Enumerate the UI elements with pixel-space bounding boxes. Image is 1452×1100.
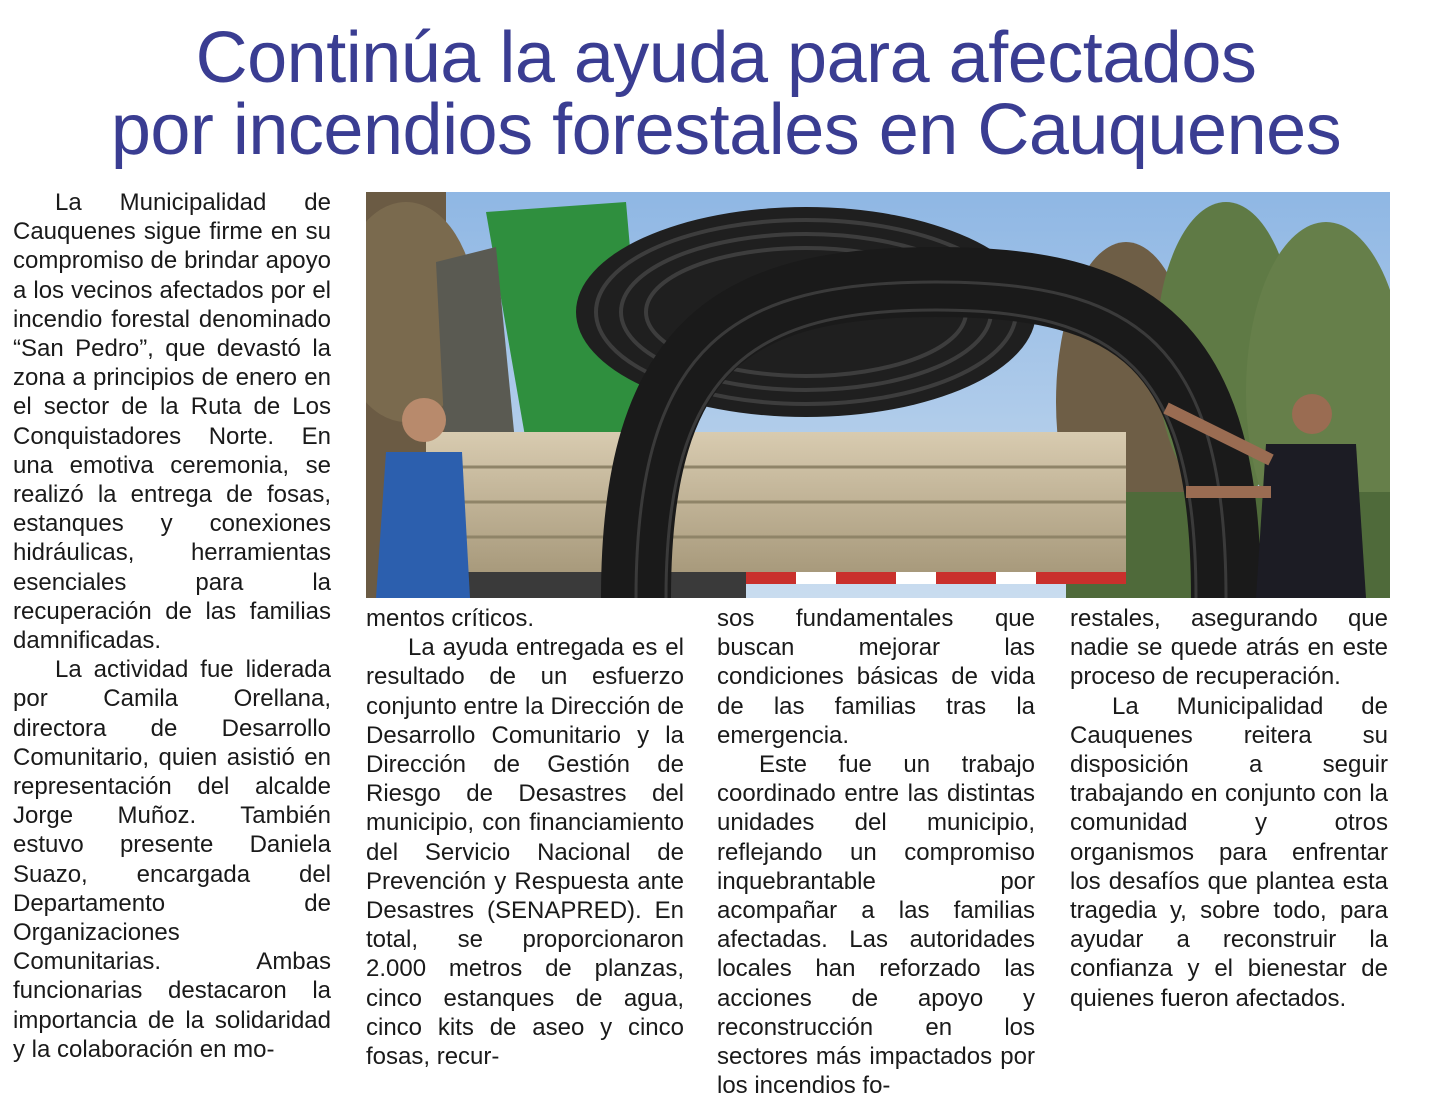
column-3 xyxy=(717,604,1035,1100)
headline-line-1: Continúa la ayuda para afectados xyxy=(195,18,1257,98)
paragraph: La ayuda entregada es el resultado de un esfuerzo conjunto entre la Dirección de Desarrollo Comunitario y la Dirección de Gestión de Riesgo de Desastres del municipio, con financiamiento del Servicio Nacional de Prevención y Respuesta ante Desastres (SENAPRED). En total, se proporcionaron 2.000 metros de planzas, cinco estanques de agua, cinco kits de aseo y cinco fosas, recur- xyxy=(366,634,684,1071)
column-2 xyxy=(366,604,684,1071)
photo-truck-hoses-image xyxy=(366,192,1390,598)
column-4 xyxy=(1070,604,1388,1013)
paragraph: Este fue un trabajo coordinado entre las distintas unidades del municipio, reflejando un compromiso inquebrantable por acompañar a las familias afectadas. Las autoridades locales han reforzado las acciones de apoyo y reconstrucción en los sectores más impactados por los incendios fo- xyxy=(717,751,1035,1100)
headline-line-2: por incendios forestales en Cauquenes xyxy=(110,90,1342,170)
paragraph: La actividad fue liderada por Camila Orellana, directora de Desarrollo Comunitario, quien asistió en representación del alcalde Jorge Muñoz. También estuvo presente Daniela Suazo, encargada del Departamento de Organizaciones Comunitarias. Ambas funcionarias destacaron la importancia de la solidaridad y la colaboración en mo- xyxy=(13,656,331,1063)
article-headline xyxy=(0,18,1452,170)
column-1 xyxy=(13,188,331,1064)
paragraph: restales, asegurando que nadie se quede atrás en este proceso de recuperación. xyxy=(1070,605,1388,691)
paragraph: mentos críticos. xyxy=(366,605,535,632)
paragraph: La Municipalidad de Cauquenes reitera su disposición a seguir trabajando en conjunto con la comunidad y otros organismos para enfrentar los desafíos que plantea esta tragedia y, sobre todo, para ayudar a reconstruir la confianza y el bienestar de quienes fueron afectados. xyxy=(1070,692,1388,1012)
article-photo xyxy=(366,192,1390,598)
paragraph: sos fundamentales que buscan mejorar las condiciones básicas de vida de las familias tras la emergencia. xyxy=(717,605,1035,749)
paragraph: La Municipalidad de Cauquenes sigue firme en su compromiso de brindar apoyo a los vecinos afectados por el incendio forestal denominado “San Pedro”, que devastó la zona a principios de enero en el sector de la Ruta de Los Conquistadores Norte. En una emotiva ceremonia, se realizó la entrega de fosas, estanques y conexiones hidráulicas, herramientas esenciales para la recuperación de las familias damnificadas. xyxy=(13,189,331,655)
